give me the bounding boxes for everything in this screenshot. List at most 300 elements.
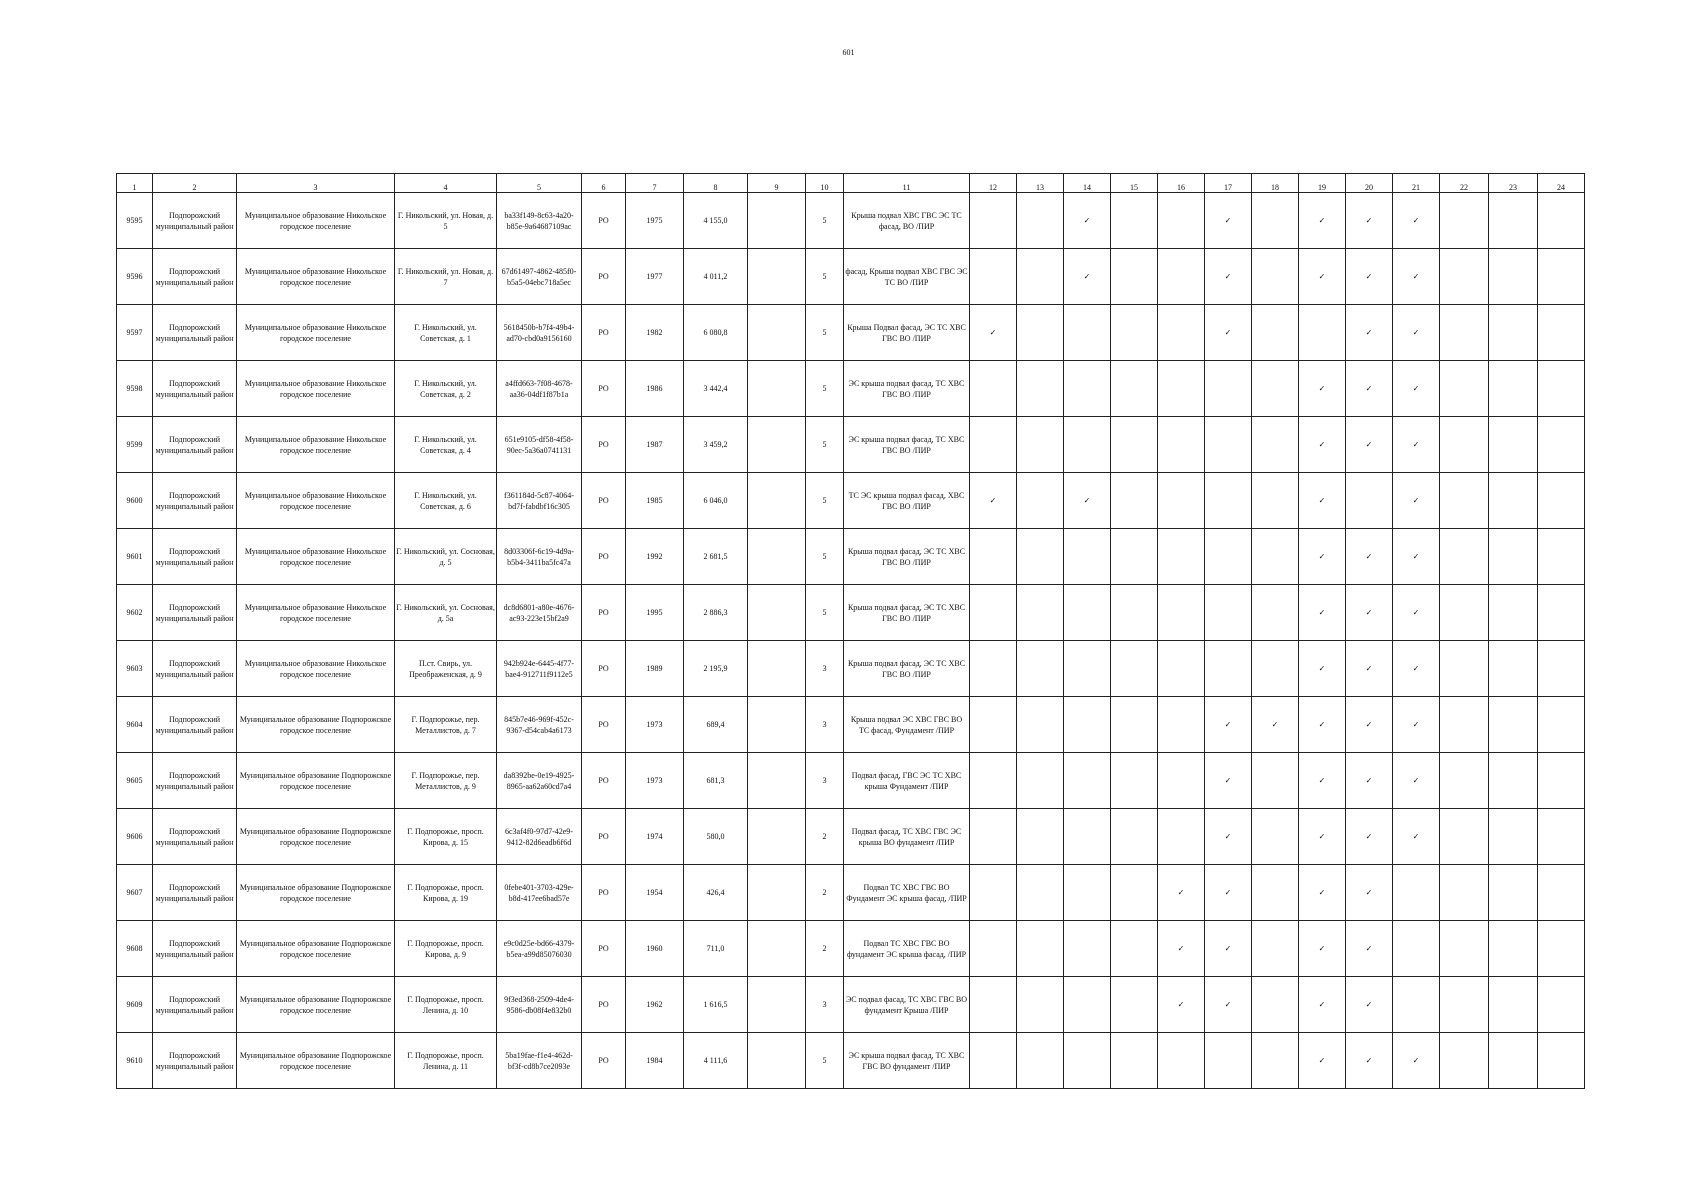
column-16-mark-cell <box>1158 921 1205 977</box>
column-16-mark-cell <box>1158 249 1205 305</box>
check-mark-icon: ✓ <box>1224 888 1232 897</box>
area-cell: 1 616,5 <box>684 977 748 1033</box>
column-9-cell <box>748 361 806 417</box>
column-16-mark-cell <box>1158 977 1205 1033</box>
column-9-cell <box>748 193 806 249</box>
column-19-mark-cell <box>1299 809 1346 865</box>
district-cell: Подпорожский муниципальный район <box>153 473 237 529</box>
column-24-mark-cell <box>1538 249 1585 305</box>
district-cell: Подпорожский муниципальный район <box>153 1033 237 1089</box>
year-cell: 1984 <box>626 1033 684 1089</box>
column-header-5: 5 <box>497 174 582 193</box>
table-row <box>117 361 1585 417</box>
check-mark-icon: ✓ <box>1412 776 1420 785</box>
check-mark-icon: ✓ <box>1318 384 1326 393</box>
check-mark-icon: ✓ <box>1365 608 1373 617</box>
column-24-mark-cell <box>1538 921 1585 977</box>
page-number: 601 <box>842 48 855 57</box>
column-15-mark-cell <box>1111 1033 1158 1089</box>
floors-cell: 2 <box>806 921 844 977</box>
check-mark-icon: ✓ <box>1318 832 1326 841</box>
column-17-mark-cell <box>1205 305 1252 361</box>
ownership-cell: РО <box>582 529 626 585</box>
column-19-mark-cell <box>1299 193 1346 249</box>
column-23-mark-cell <box>1489 921 1538 977</box>
column-header-1: 1 <box>117 174 153 193</box>
check-mark-icon: ✓ <box>989 496 997 505</box>
ownership-cell: РО <box>582 361 626 417</box>
header-row <box>117 174 1585 193</box>
check-mark-icon: ✓ <box>1412 440 1420 449</box>
column-19-mark-cell <box>1299 697 1346 753</box>
column-23-mark-cell <box>1489 305 1538 361</box>
district-cell: Подпорожский муниципальный район <box>153 249 237 305</box>
area-cell: 689,4 <box>684 697 748 753</box>
column-20-mark-cell <box>1346 529 1393 585</box>
column-23-mark-cell <box>1489 753 1538 809</box>
column-23-mark-cell <box>1489 977 1538 1033</box>
column-17-mark-cell <box>1205 641 1252 697</box>
district-cell: Подпорожский муниципальный район <box>153 921 237 977</box>
column-header-17: 17 <box>1205 174 1252 193</box>
municipality-cell: Муниципальное образование Никольское городское поселение <box>237 193 395 249</box>
guid-cell: a4ffd663-7f08-4678-aa36-04df1f87b1a <box>497 361 582 417</box>
area-cell: 3 459,2 <box>684 417 748 473</box>
column-20-mark-cell <box>1346 473 1393 529</box>
year-cell: 1982 <box>626 305 684 361</box>
column-9-cell <box>748 977 806 1033</box>
municipality-cell: Муниципальное образование Подпорожское городское поселение <box>237 977 395 1033</box>
row-number-cell: 9605 <box>117 753 153 809</box>
column-9-cell <box>748 529 806 585</box>
ownership-cell: РО <box>582 753 626 809</box>
registry-table <box>116 173 1585 1089</box>
column-18-mark-cell <box>1252 753 1299 809</box>
municipality-cell: Муниципальное образование Подпорожское городское поселение <box>237 921 395 977</box>
column-20-mark-cell <box>1346 1033 1393 1089</box>
check-mark-icon: ✓ <box>1318 720 1326 729</box>
column-12-mark-cell <box>970 361 1017 417</box>
check-mark-icon: ✓ <box>1412 216 1420 225</box>
column-22-mark-cell <box>1440 977 1489 1033</box>
column-9-cell <box>748 809 806 865</box>
column-17-mark-cell <box>1205 1033 1252 1089</box>
district-cell: Подпорожский муниципальный район <box>153 753 237 809</box>
check-mark-icon: ✓ <box>1318 496 1326 505</box>
column-20-mark-cell <box>1346 417 1393 473</box>
column-13-mark-cell <box>1017 697 1064 753</box>
column-15-mark-cell <box>1111 417 1158 473</box>
municipality-cell: Муниципальное образование Никольское городское поселение <box>237 641 395 697</box>
column-23-mark-cell <box>1489 585 1538 641</box>
column-17-mark-cell <box>1205 417 1252 473</box>
check-mark-icon: ✓ <box>1365 720 1373 729</box>
guid-cell: f361184d-5c87-4064-bd7f-fabdbf16c305 <box>497 473 582 529</box>
check-mark-icon: ✓ <box>1412 1056 1420 1065</box>
column-23-mark-cell <box>1489 193 1538 249</box>
floors-cell: 5 <box>806 417 844 473</box>
district-cell: Подпорожский муниципальный район <box>153 529 237 585</box>
column-18-mark-cell <box>1252 697 1299 753</box>
column-15-mark-cell <box>1111 249 1158 305</box>
column-19-mark-cell <box>1299 417 1346 473</box>
column-18-mark-cell <box>1252 361 1299 417</box>
column-16-mark-cell <box>1158 417 1205 473</box>
column-24-mark-cell <box>1538 641 1585 697</box>
check-mark-icon: ✓ <box>1412 552 1420 561</box>
column-17-mark-cell <box>1205 585 1252 641</box>
column-15-mark-cell <box>1111 921 1158 977</box>
column-18-mark-cell <box>1252 585 1299 641</box>
column-14-mark-cell <box>1064 249 1111 305</box>
column-16-mark-cell <box>1158 361 1205 417</box>
check-mark-icon: ✓ <box>1365 440 1373 449</box>
works-list-cell: Подвал ТС ХВС ГВС ВО фундамент ЭС крыша фасад, /ПИР <box>844 921 970 977</box>
check-mark-icon: ✓ <box>1224 216 1232 225</box>
column-14-mark-cell <box>1064 473 1111 529</box>
district-cell: Подпорожский муниципальный район <box>153 585 237 641</box>
column-header-4: 4 <box>395 174 497 193</box>
column-18-mark-cell <box>1252 977 1299 1033</box>
column-21-mark-cell <box>1393 361 1440 417</box>
row-number-cell: 9596 <box>117 249 153 305</box>
year-cell: 1985 <box>626 473 684 529</box>
column-header-13: 13 <box>1017 174 1064 193</box>
column-24-mark-cell <box>1538 473 1585 529</box>
column-12-mark-cell <box>970 641 1017 697</box>
column-22-mark-cell <box>1440 193 1489 249</box>
column-16-mark-cell <box>1158 753 1205 809</box>
column-24-mark-cell <box>1538 1033 1585 1089</box>
floors-cell: 5 <box>806 585 844 641</box>
check-mark-icon: ✓ <box>1318 272 1326 281</box>
column-20-mark-cell <box>1346 697 1393 753</box>
area-cell: 711,0 <box>684 921 748 977</box>
column-20-mark-cell <box>1346 585 1393 641</box>
check-mark-icon: ✓ <box>1177 888 1185 897</box>
column-19-mark-cell <box>1299 865 1346 921</box>
column-17-mark-cell <box>1205 193 1252 249</box>
column-18-mark-cell <box>1252 529 1299 585</box>
column-22-mark-cell <box>1440 473 1489 529</box>
column-header-3: 3 <box>237 174 395 193</box>
row-number-cell: 9604 <box>117 697 153 753</box>
column-19-mark-cell <box>1299 641 1346 697</box>
column-24-mark-cell <box>1538 305 1585 361</box>
column-16-mark-cell <box>1158 585 1205 641</box>
column-20-mark-cell <box>1346 921 1393 977</box>
column-12-mark-cell <box>970 753 1017 809</box>
column-23-mark-cell <box>1489 641 1538 697</box>
area-cell: 4 111,6 <box>684 1033 748 1089</box>
column-20-mark-cell <box>1346 361 1393 417</box>
column-19-mark-cell <box>1299 921 1346 977</box>
area-cell: 3 442,4 <box>684 361 748 417</box>
column-18-mark-cell <box>1252 193 1299 249</box>
column-22-mark-cell <box>1440 753 1489 809</box>
table-row <box>117 585 1585 641</box>
column-22-mark-cell <box>1440 1033 1489 1089</box>
check-mark-icon: ✓ <box>1412 720 1420 729</box>
floors-cell: 3 <box>806 641 844 697</box>
address-cell: Г. Никольский, ул. Сосновая, д. 5а <box>395 585 497 641</box>
district-cell: Подпорожский муниципальный район <box>153 977 237 1033</box>
column-20-mark-cell <box>1346 753 1393 809</box>
column-24-mark-cell <box>1538 585 1585 641</box>
column-20-mark-cell <box>1346 305 1393 361</box>
row-number-cell: 9603 <box>117 641 153 697</box>
column-13-mark-cell <box>1017 977 1064 1033</box>
column-15-mark-cell <box>1111 529 1158 585</box>
column-19-mark-cell <box>1299 977 1346 1033</box>
year-cell: 1992 <box>626 529 684 585</box>
check-mark-icon: ✓ <box>1083 216 1091 225</box>
column-22-mark-cell <box>1440 641 1489 697</box>
column-23-mark-cell <box>1489 361 1538 417</box>
column-header-8: 8 <box>684 174 748 193</box>
municipality-cell: Муниципальное образование Подпорожское городское поселение <box>237 753 395 809</box>
column-19-mark-cell <box>1299 361 1346 417</box>
row-number-cell: 9607 <box>117 865 153 921</box>
column-19-mark-cell <box>1299 473 1346 529</box>
column-header-2: 2 <box>153 174 237 193</box>
column-header-11: 11 <box>844 174 970 193</box>
column-21-mark-cell <box>1393 529 1440 585</box>
column-9-cell <box>748 305 806 361</box>
column-12-mark-cell <box>970 1033 1017 1089</box>
guid-cell: 67d61497-4862-485f0-b5a5-04ebc718a5ec <box>497 249 582 305</box>
area-cell: 4 155,0 <box>684 193 748 249</box>
column-header-10: 10 <box>806 174 844 193</box>
column-17-mark-cell <box>1205 361 1252 417</box>
column-15-mark-cell <box>1111 977 1158 1033</box>
address-cell: Г. Подпорожье, просп. Кирова, д. 15 <box>395 809 497 865</box>
check-mark-icon: ✓ <box>1365 664 1373 673</box>
check-mark-icon: ✓ <box>1271 720 1279 729</box>
address-cell: Г. Никольский, ул. Советская, д. 6 <box>395 473 497 529</box>
floors-cell: 2 <box>806 809 844 865</box>
area-cell: 2 195,9 <box>684 641 748 697</box>
check-mark-icon: ✓ <box>1412 328 1420 337</box>
check-mark-icon: ✓ <box>1083 272 1091 281</box>
column-19-mark-cell <box>1299 585 1346 641</box>
floors-cell: 2 <box>806 865 844 921</box>
column-12-mark-cell <box>970 529 1017 585</box>
check-mark-icon: ✓ <box>1365 272 1373 281</box>
column-12-mark-cell <box>970 193 1017 249</box>
check-mark-icon: ✓ <box>1365 216 1373 225</box>
works-list-cell: Крыша подвал ЭС ХВС ГВС ВО ТС фасад, Фундамент /ПИР <box>844 697 970 753</box>
table-row <box>117 1033 1585 1089</box>
address-cell: Г. Никольский, ул. Сосновая, д. 5 <box>395 529 497 585</box>
floors-cell: 3 <box>806 753 844 809</box>
municipality-cell: Муниципальное образование Никольское городское поселение <box>237 249 395 305</box>
column-21-mark-cell <box>1393 305 1440 361</box>
check-mark-icon: ✓ <box>1412 384 1420 393</box>
guid-cell: ba33f149-8c63-4a20-b85e-9a64687109ac <box>497 193 582 249</box>
column-22-mark-cell <box>1440 361 1489 417</box>
column-17-mark-cell <box>1205 697 1252 753</box>
address-cell: Г. Никольский, ул. Советская, д. 2 <box>395 361 497 417</box>
column-header-22: 22 <box>1440 174 1489 193</box>
row-number-cell: 9598 <box>117 361 153 417</box>
check-mark-icon: ✓ <box>1224 272 1232 281</box>
year-cell: 1986 <box>626 361 684 417</box>
district-cell: Подпорожский муниципальный район <box>153 865 237 921</box>
row-number-cell: 9597 <box>117 305 153 361</box>
check-mark-icon: ✓ <box>1224 832 1232 841</box>
floors-cell: 5 <box>806 193 844 249</box>
column-header-6: 6 <box>582 174 626 193</box>
row-number-cell: 9600 <box>117 473 153 529</box>
column-17-mark-cell <box>1205 753 1252 809</box>
guid-cell: 942b924e-6445-4f77-bae4-912711f9112e5 <box>497 641 582 697</box>
guid-cell: 9f3ed368-2509-4de4-9586-db08f4e832b0 <box>497 977 582 1033</box>
year-cell: 1973 <box>626 753 684 809</box>
column-12-mark-cell <box>970 585 1017 641</box>
floors-cell: 5 <box>806 361 844 417</box>
check-mark-icon: ✓ <box>1224 1000 1232 1009</box>
column-21-mark-cell <box>1393 473 1440 529</box>
address-cell: Г. Подпорожье, просп. Кирова, д. 19 <box>395 865 497 921</box>
row-number-cell: 9606 <box>117 809 153 865</box>
ownership-cell: РО <box>582 473 626 529</box>
column-9-cell <box>748 1033 806 1089</box>
column-21-mark-cell <box>1393 697 1440 753</box>
column-22-mark-cell <box>1440 529 1489 585</box>
guid-cell: 5ba19fae-f1e4-462d-bf3f-cd8b7ce2093e <box>497 1033 582 1089</box>
check-mark-icon: ✓ <box>1365 888 1373 897</box>
check-mark-icon: ✓ <box>1318 776 1326 785</box>
column-24-mark-cell <box>1538 977 1585 1033</box>
column-16-mark-cell <box>1158 529 1205 585</box>
column-13-mark-cell <box>1017 529 1064 585</box>
district-cell: Подпорожский муниципальный район <box>153 193 237 249</box>
table-row <box>117 529 1585 585</box>
column-15-mark-cell <box>1111 361 1158 417</box>
column-14-mark-cell <box>1064 809 1111 865</box>
row-number-cell: 9610 <box>117 1033 153 1089</box>
column-21-mark-cell <box>1393 753 1440 809</box>
column-13-mark-cell <box>1017 753 1064 809</box>
district-cell: Подпорожский муниципальный район <box>153 305 237 361</box>
column-18-mark-cell <box>1252 809 1299 865</box>
address-cell: Г. Подпорожье, просп. Ленина, д. 10 <box>395 977 497 1033</box>
column-13-mark-cell <box>1017 585 1064 641</box>
address-cell: Г. Подпорожье, просп. Ленина, д. 11 <box>395 1033 497 1089</box>
ownership-cell: РО <box>582 977 626 1033</box>
guid-cell: dc8d6801-a80e-4676-ac93-223e15bf2a9 <box>497 585 582 641</box>
column-14-mark-cell <box>1064 361 1111 417</box>
column-header-23: 23 <box>1489 174 1538 193</box>
column-23-mark-cell <box>1489 473 1538 529</box>
municipality-cell: Муниципальное образование Подпорожское городское поселение <box>237 865 395 921</box>
column-header-9: 9 <box>748 174 806 193</box>
column-20-mark-cell <box>1346 641 1393 697</box>
row-number-cell: 9608 <box>117 921 153 977</box>
check-mark-icon: ✓ <box>1365 944 1373 953</box>
municipality-cell: Муниципальное образование Никольское городское поселение <box>237 473 395 529</box>
column-9-cell <box>748 473 806 529</box>
check-mark-icon: ✓ <box>1365 832 1373 841</box>
works-list-cell: Крыша подвал фасад, ЭС ТС ХВС ГВС ВО /ПИР <box>844 585 970 641</box>
floors-cell: 3 <box>806 977 844 1033</box>
column-24-mark-cell <box>1538 697 1585 753</box>
column-22-mark-cell <box>1440 865 1489 921</box>
column-18-mark-cell <box>1252 417 1299 473</box>
column-22-mark-cell <box>1440 697 1489 753</box>
works-list-cell: Крыша подвал фасад, ЭС ТС ХВС ГВС ВО /ПИР <box>844 641 970 697</box>
column-12-mark-cell <box>970 473 1017 529</box>
year-cell: 1975 <box>626 193 684 249</box>
municipality-cell: Муниципальное образование Подпорожское городское поселение <box>237 697 395 753</box>
check-mark-icon: ✓ <box>1318 944 1326 953</box>
area-cell: 580,0 <box>684 809 748 865</box>
column-21-mark-cell <box>1393 585 1440 641</box>
column-24-mark-cell <box>1538 361 1585 417</box>
column-14-mark-cell <box>1064 753 1111 809</box>
column-15-mark-cell <box>1111 473 1158 529</box>
column-9-cell <box>748 697 806 753</box>
year-cell: 1960 <box>626 921 684 977</box>
table-row <box>117 977 1585 1033</box>
check-mark-icon: ✓ <box>1318 1056 1326 1065</box>
column-12-mark-cell <box>970 809 1017 865</box>
column-header-18: 18 <box>1252 174 1299 193</box>
column-20-mark-cell <box>1346 809 1393 865</box>
column-9-cell <box>748 753 806 809</box>
check-mark-icon: ✓ <box>1412 608 1420 617</box>
column-16-mark-cell <box>1158 641 1205 697</box>
column-16-mark-cell <box>1158 697 1205 753</box>
address-cell: Г. Подпорожье, просп. Кирова, д. 9 <box>395 921 497 977</box>
column-9-cell <box>748 865 806 921</box>
column-22-mark-cell <box>1440 921 1489 977</box>
column-18-mark-cell <box>1252 305 1299 361</box>
column-16-mark-cell <box>1158 193 1205 249</box>
column-9-cell <box>748 641 806 697</box>
check-mark-icon: ✓ <box>1224 328 1232 337</box>
guid-cell: 8d03306f-6c19-4d9a-b5b4-3411ba5fc47a <box>497 529 582 585</box>
column-23-mark-cell <box>1489 417 1538 473</box>
works-list-cell: Крыша Подвал фасад, ЭС ТС ХВС ГВС ВО /ПИР <box>844 305 970 361</box>
floors-cell: 5 <box>806 473 844 529</box>
column-21-mark-cell <box>1393 1033 1440 1089</box>
floors-cell: 5 <box>806 305 844 361</box>
column-22-mark-cell <box>1440 809 1489 865</box>
check-mark-icon: ✓ <box>1083 496 1091 505</box>
column-9-cell <box>748 249 806 305</box>
check-mark-icon: ✓ <box>1412 496 1420 505</box>
works-list-cell: Крыша подвал ХВС ГВС ЭС ТС фасад, ВО /ПИР <box>844 193 970 249</box>
table-row <box>117 473 1585 529</box>
column-23-mark-cell <box>1489 697 1538 753</box>
column-21-mark-cell <box>1393 921 1440 977</box>
column-19-mark-cell <box>1299 1033 1346 1089</box>
column-20-mark-cell <box>1346 249 1393 305</box>
municipality-cell: Муниципальное образование Никольское городское поселение <box>237 529 395 585</box>
works-list-cell: ТС ЭС крыша подвал фасад, ХВС ГВС ВО /ПИР <box>844 473 970 529</box>
guid-cell: 651e9105-df58-4f58-90ec-5a36a0741131 <box>497 417 582 473</box>
column-24-mark-cell <box>1538 809 1585 865</box>
column-22-mark-cell <box>1440 249 1489 305</box>
column-22-mark-cell <box>1440 585 1489 641</box>
table-body <box>117 193 1585 1089</box>
municipality-cell: Муниципальное образование Никольское городское поселение <box>237 417 395 473</box>
column-13-mark-cell <box>1017 865 1064 921</box>
column-9-cell <box>748 921 806 977</box>
column-22-mark-cell <box>1440 417 1489 473</box>
